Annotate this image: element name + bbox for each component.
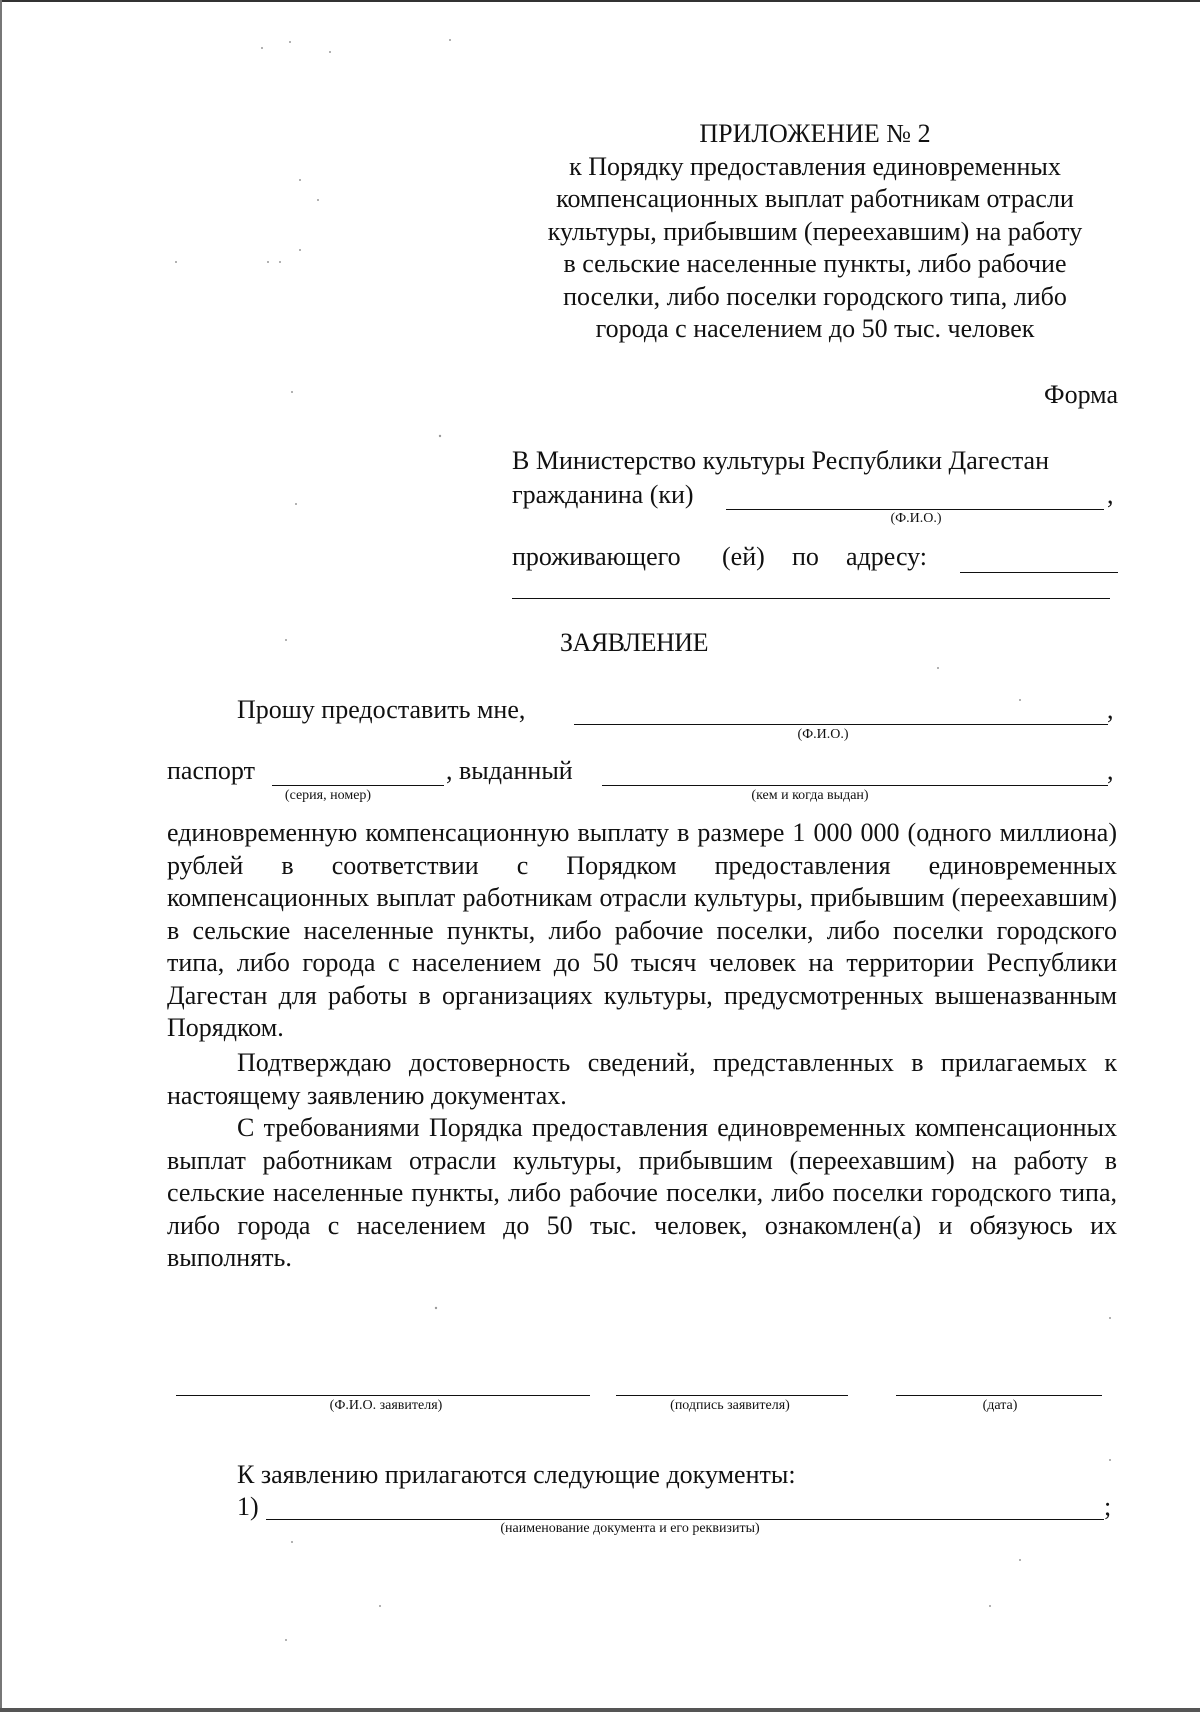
- form-label: Форма: [1044, 380, 1118, 409]
- scan-border-left: [0, 0, 2, 1712]
- appendix-line: компенсационных выплат работникам отрасли: [556, 184, 1074, 213]
- address-field-1[interactable]: [960, 572, 1118, 573]
- attachment-number: 1): [237, 1492, 259, 1521]
- signature-fio-caption: (Ф.И.О. заявителя): [329, 1398, 443, 1413]
- address-field-2[interactable]: [512, 598, 1110, 599]
- signature-sign-caption: (подпись заявителя): [670, 1398, 790, 1413]
- appendix-line: в сельские населенные пункты, либо рабочие: [563, 249, 1067, 278]
- body-paragraph-3-text: С требованиями Порядка предоставления единовременных компенсационных выплат работникам отрасли культуры, прибывшим (переехавшим) на работу в сельские населенные пункты, либо рабочие поселки, либо поселки городского типа, либо города с населением до 50 тыс. человек, ознакомлен(а) и обязуюсь их выполнять.: [167, 1113, 1117, 1272]
- request-prefix: Прошу предоставить мне,: [237, 695, 526, 724]
- appendix-line: города с населением до 50 тыс. человек: [595, 314, 1035, 343]
- comma: ,: [1107, 756, 1114, 785]
- comma: ,: [1107, 695, 1114, 724]
- signature-fio-line[interactable]: [176, 1395, 590, 1396]
- issued-caption: (кем и когда выдан): [751, 788, 869, 803]
- address-label-1: проживающего: [512, 542, 681, 571]
- comma: ,: [1107, 480, 1114, 509]
- attachments-title: К заявлению прилагаются следующие документы:: [237, 1460, 796, 1489]
- citizen-fio-field[interactable]: [726, 509, 1104, 510]
- fio-caption: (Ф.И.О.): [890, 511, 942, 526]
- body-paragraph-1: единовременную компенсационную выплату в размере 1 000 000 (одного миллиона) рублей в соответствии с Порядком предоставления единовременных компенсационных выплат работникам отрасли культуры, прибывшим (переехавшим) в сельские населенные пункты, либо рабочие поселки, либо поселки городского типа, либо города с населением до 50 тысяч человек на территории Республики Дагестан для работы в организациях культуры, предусмотренных вышеназванным Порядком.: [167, 818, 1117, 1042]
- address-label-3: по: [792, 542, 819, 571]
- attachment-end: ;: [1104, 1492, 1112, 1521]
- statement-heading: [0, 628, 1200, 658]
- appendix-line: культуры, прибывшим (переехавшим) на работу: [547, 216, 1083, 246]
- attachment-field-1[interactable]: [266, 1519, 1104, 1520]
- passport-field[interactable]: [272, 785, 444, 786]
- signature-date-caption: (дата): [982, 1398, 1018, 1413]
- scan-border-top: [0, 0, 1200, 2]
- request-fio-caption: (Ф.И.О.): [797, 727, 849, 742]
- ministry-line: В Министерство культуры Республики Дагестан: [512, 446, 1049, 475]
- issued-label: , выданный: [446, 756, 573, 785]
- statement-heading-text: ЗАЯВЛЕНИЕ: [560, 628, 708, 657]
- passport-label: паспорт: [167, 756, 255, 785]
- appendix-title: ПРИЛОЖЕНИЕ № 2: [699, 119, 931, 148]
- address-label-4: адресу:: [846, 542, 928, 571]
- attachment-caption: (наименование документа и его реквизиты): [500, 1521, 760, 1536]
- citizen-label: гражданина (ки): [512, 480, 694, 509]
- passport-caption: (серия, номер): [284, 788, 372, 803]
- signature-date-line[interactable]: [896, 1395, 1102, 1396]
- body-paragraph-2: [167, 1047, 1117, 1112]
- body-paragraph-3: [167, 1112, 1117, 1275]
- request-fio-field[interactable]: [574, 724, 1108, 725]
- appendix-line: поселки, либо поселки городского типа, либо: [563, 281, 1067, 311]
- scan-border-bottom: [0, 1708, 1200, 1712]
- issued-field[interactable]: [602, 785, 1108, 786]
- body-paragraph-2-text: Подтверждаю достоверность сведений, представленных в прилагаемых к настоящему заявлению документах.: [167, 1048, 1117, 1110]
- signature-sign-line[interactable]: [616, 1395, 848, 1396]
- appendix-line: к Порядку предоставления единовременных: [569, 151, 1061, 181]
- appendix-header: [500, 118, 1130, 346]
- address-label-2: (ей): [722, 542, 765, 571]
